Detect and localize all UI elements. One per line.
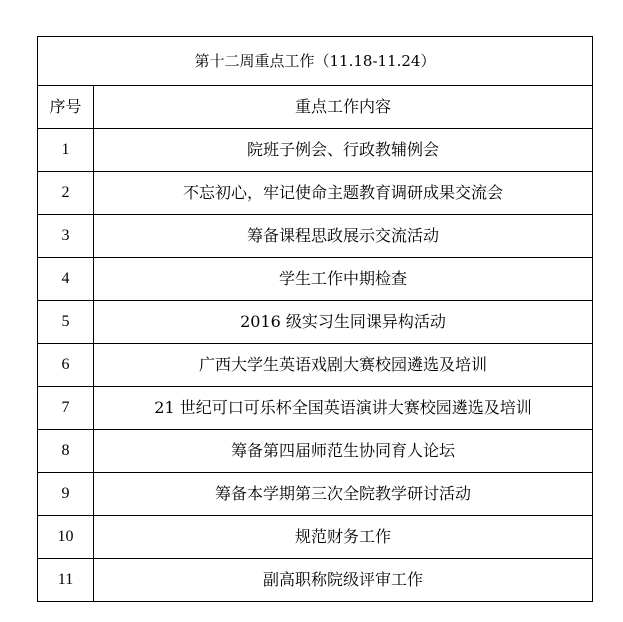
table-row [38, 473, 593, 516]
row-number: 6 [38, 344, 94, 387]
table-row [38, 387, 593, 430]
table-row [38, 301, 593, 344]
table-row [38, 215, 593, 258]
row-number: 8 [38, 430, 94, 473]
header-number: 序号 [38, 86, 94, 129]
row-content: 学生工作中期检查 [94, 258, 593, 301]
table-title: 第十二周重点工作（11.18-11.24） [38, 37, 593, 86]
table-row [38, 172, 593, 215]
header-content: 重点工作内容 [94, 86, 593, 129]
row-content: 筹备课程思政展示交流活动 [94, 215, 593, 258]
row-number: 7 [38, 387, 94, 430]
row-number: 11 [38, 559, 94, 602]
row-content: 规范财务工作 [94, 516, 593, 559]
table-row [38, 559, 593, 602]
row-content: 不忘初心，牢记使命主题教育调研成果交流会 [94, 172, 593, 215]
table-title-row [38, 37, 593, 86]
row-number: 2 [38, 172, 94, 215]
table-row [38, 430, 593, 473]
table-row [38, 129, 593, 172]
table-row [38, 516, 593, 559]
row-content: 广西大学生英语戏剧大赛校园遴选及培训 [94, 344, 593, 387]
table-header-row [38, 86, 593, 129]
row-number: 9 [38, 473, 94, 516]
row-number: 3 [38, 215, 94, 258]
row-number: 10 [38, 516, 94, 559]
row-number: 1 [38, 129, 94, 172]
table-row [38, 258, 593, 301]
row-content: 21 世纪可口可乐杯全国英语演讲大赛校园遴选及培训 [94, 387, 593, 430]
row-content: 副高职称院级评审工作 [94, 559, 593, 602]
row-number: 5 [38, 301, 94, 344]
row-content: 筹备本学期第三次全院教学研讨活动 [94, 473, 593, 516]
row-content: 筹备第四届师范生协同育人论坛 [94, 430, 593, 473]
row-content: 2016 级实习生同课异构活动 [94, 301, 593, 344]
row-number: 4 [38, 258, 94, 301]
row-content: 院班子例会、行政教辅例会 [94, 129, 593, 172]
weekly-work-table [37, 36, 593, 602]
table-row [38, 344, 593, 387]
